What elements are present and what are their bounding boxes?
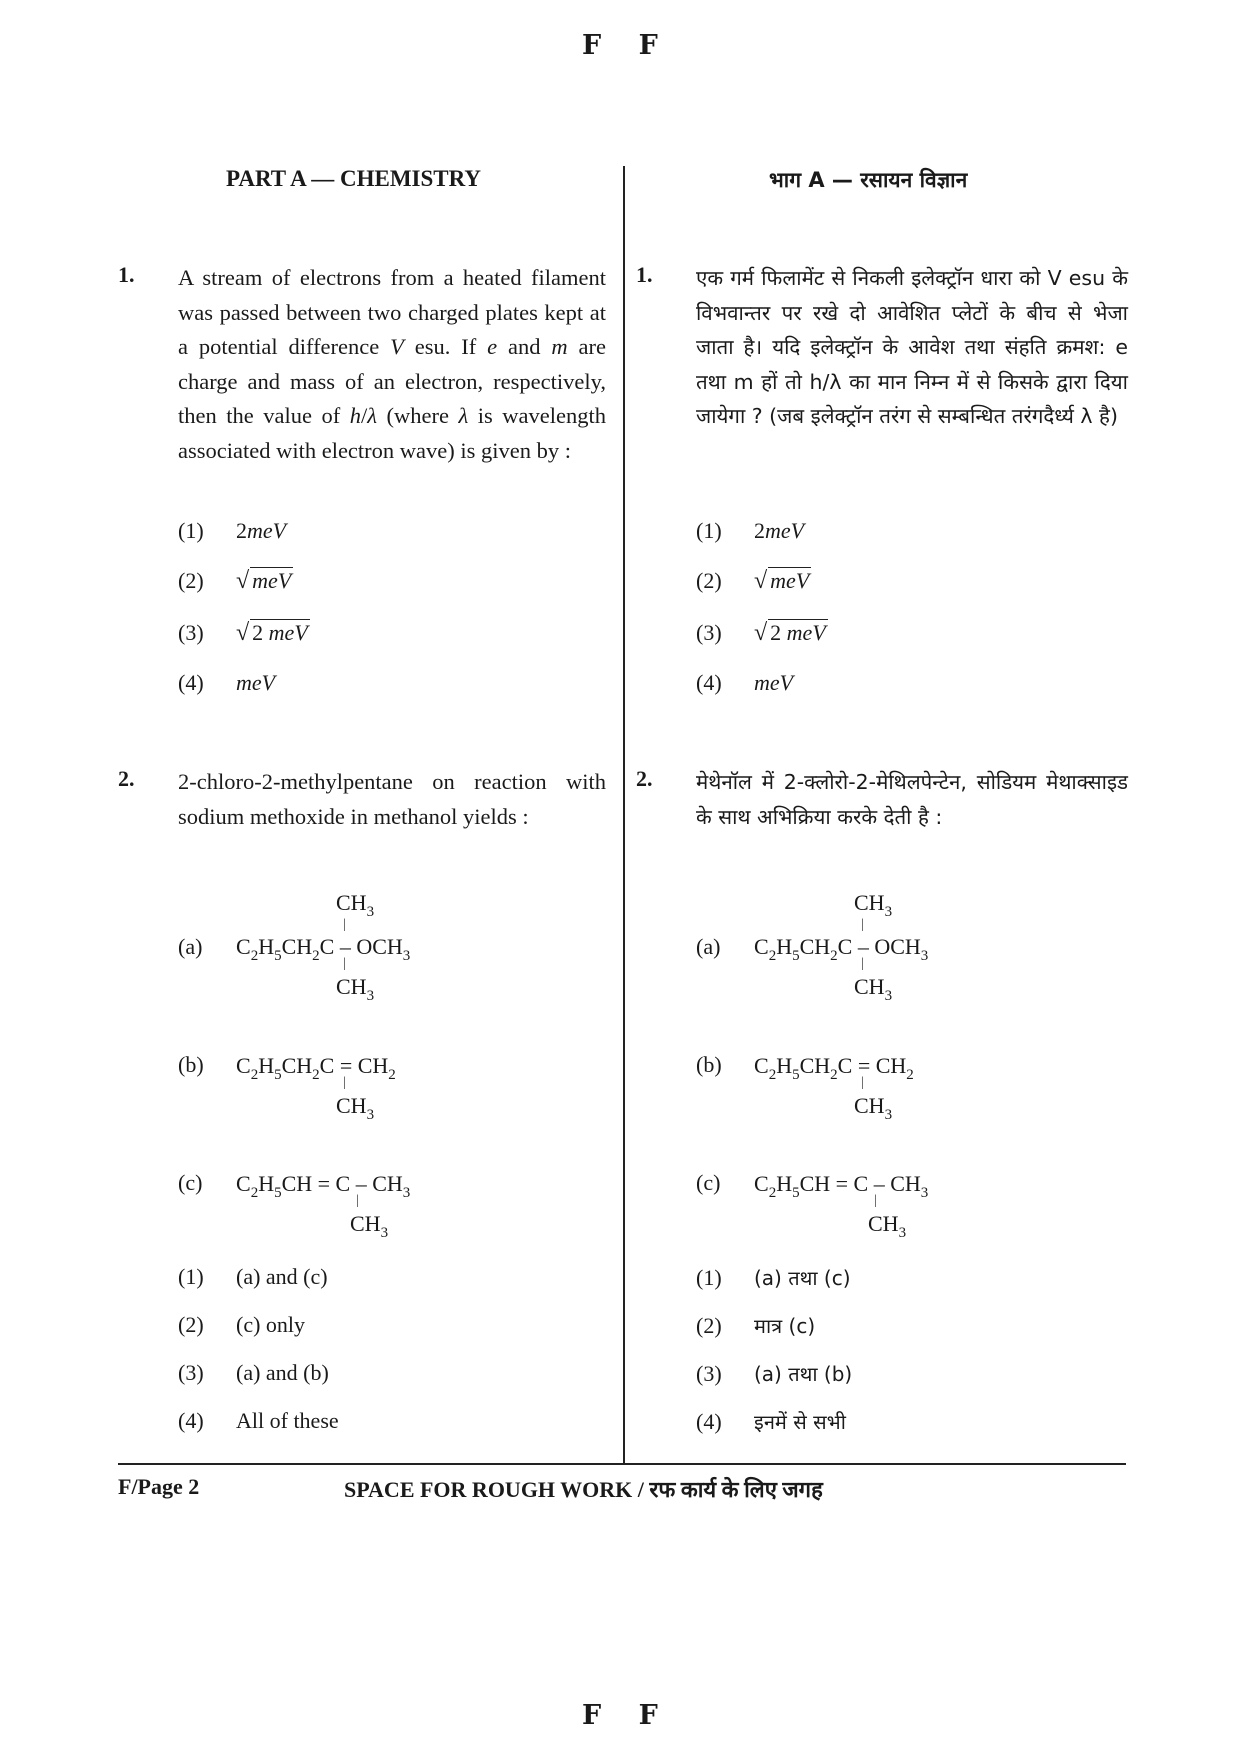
question-1-number-hi: 1. (636, 262, 653, 287)
q2-option-1-en[interactable] (178, 1264, 328, 1290)
q1-option-3-hi[interactable] (696, 620, 828, 647)
q1-option-3-num: (3) (178, 620, 204, 645)
part-a-heading-english: PART A — CHEMISTRY (226, 166, 482, 191)
q1-option-2-en[interactable] (178, 568, 293, 595)
structure-c-bottom-ch3-hi: $CH_3$ (868, 1211, 907, 1241)
q1-option-4-value: meV (236, 670, 276, 695)
q2-option-4-hi[interactable] (696, 1408, 846, 1435)
page-number: F/Page 2 (118, 1474, 200, 1499)
q2-option-1-value: (a) and (c) (236, 1264, 328, 1289)
footer-rule (118, 1463, 1126, 1465)
q1-option-1-en[interactable] (178, 518, 286, 544)
bond-line: | (343, 1075, 346, 1090)
structure-a-bottom-ch3: $CH_3$ (336, 974, 375, 1004)
q2-option-2-num: (2) (178, 1312, 204, 1337)
q2-option-3-value: (a) and (b) (236, 1360, 329, 1385)
q2-option-3-num-hi: (3) (696, 1361, 722, 1386)
question-2-number-en: 2. (118, 766, 135, 791)
bond-line: | (861, 917, 864, 932)
q1-option-2-num-hi: (2) (696, 568, 722, 593)
q1-option-4-value-hi: meV (754, 670, 794, 695)
q2-option-1-num: (1) (178, 1264, 204, 1289)
structure-c-label-en: (c) (178, 1170, 203, 1195)
question-2-text-en: 2-chloro-2-methylpentane on reaction with sodium methoxide in methanol yields : (178, 769, 606, 829)
structure-b-bottom-ch3-hi: $CH_3$ (854, 1093, 893, 1123)
q2-option-1-hi[interactable] (696, 1264, 851, 1291)
sqrt-symbol: √ (754, 568, 768, 594)
q2-option-4-value: All of these (236, 1408, 339, 1433)
structure-b-bottom-ch3: $CH_3$ (336, 1093, 375, 1123)
q1-option-3-value: 2 meV (252, 620, 308, 645)
bond-line: | (861, 1075, 864, 1090)
question-2-text-hi: मेथेनॉल में 2-क्लोरो-2-मेथिलपेन्टेन, सोडियम मेथाक्साइड के साथ अभिक्रिया करके देती है : (696, 770, 1128, 829)
q2-option-2-value-hi: मात्र (c) (754, 1314, 816, 1338)
structure-a-top-ch3: $CH_3$ (336, 890, 375, 920)
q1-option-4-hi[interactable] (696, 670, 793, 696)
q1-option-1-num: (1) (178, 518, 204, 543)
q2-option-4-num: (4) (178, 1408, 204, 1433)
q2-option-4-en[interactable] (178, 1408, 339, 1434)
q1-option-2-value: meV (252, 568, 292, 593)
structure-c-formula-hi: $C_2H_5CH = C - CH_3$ (754, 1171, 929, 1201)
structure-a-formula-hi: $C_2H_5CH_2C - OCH_3$ (754, 934, 929, 964)
q2-option-1-value-hi: (a) तथा (c) (754, 1266, 851, 1290)
header-set-mark: F F (582, 30, 672, 61)
rough-work-label: SPACE FOR ROUGH WORK / रफ कार्य के लिए जगह (344, 1477, 823, 1502)
q2-option-4-value-hi: इनमें से सभी (754, 1410, 846, 1434)
structure-c-formula-en: $C_2H_5CH = C - CH_3$ (236, 1171, 411, 1201)
q1-option-2-hi[interactable] (696, 568, 811, 595)
structure-a-label-hi: (a) (696, 934, 721, 959)
q1-option-1-hi[interactable] (696, 518, 804, 544)
q1-option-2-num: (2) (178, 568, 204, 593)
structure-a-formula-en: $C_2H_5CH_2C - OCH_3$ (236, 934, 411, 964)
bond-line: | (343, 917, 346, 932)
q1-option-3-num-hi: (3) (696, 620, 722, 645)
q2-option-3-hi[interactable] (696, 1360, 852, 1387)
part-a-heading-hindi: भाग A — रसायन विज्ञान (769, 168, 968, 192)
q2-option-2-value: (c) only (236, 1312, 306, 1337)
bond-line: | (861, 956, 864, 971)
structure-c-bottom-ch3: $CH_3$ (350, 1211, 389, 1241)
column-divider (623, 166, 625, 1463)
sqrt-symbol: √ (754, 620, 768, 646)
q2-option-2-num-hi: (2) (696, 1313, 722, 1338)
sqrt-symbol: √ (236, 620, 250, 646)
q1-option-4-num-hi: (4) (696, 670, 722, 695)
question-1-text-hi: एक गर्म फिलामेंट से निकली इलेक्ट्रॉन धारा को V esu के विभवान्तर पर रखे दो आवेशित प्लेटों के बीच से भेजा जाता है। यदि इलेक्ट्रॉन के आवेश तथा संहति क्रमश: e तथा m हों तो h/λ का मान निम्न में से किसके द्वारा दिया जायेगा ? (जब इलेक्ट्रॉन तरंग से सम्बन्धित तरंगदैर्ध्य λ है) (696, 266, 1128, 428)
bond-line: | (874, 1193, 877, 1208)
bond-line: | (343, 956, 346, 971)
structure-b-label-hi: (b) (696, 1052, 722, 1077)
structure-a-bottom-ch3-hi: $CH_3$ (854, 974, 893, 1004)
q2-option-3-value-hi: (a) तथा (b) (754, 1362, 853, 1386)
q2-option-1-num-hi: (1) (696, 1265, 722, 1290)
q1-option-1-value: 2meV (236, 518, 287, 543)
sqrt-symbol: √ (236, 568, 250, 594)
q1-option-1-num-hi: (1) (696, 518, 722, 543)
question-1-text-en: A stream of electrons from a heated filament was passed between two charged plates kept at a potential difference V esu. If e and m are charge and mass of an electron, respectively, then the value of h/λ (where λ is wavelength associated with electron wave) is given by : (178, 265, 607, 463)
structure-b-formula-en: $C_2H_5CH_2C = CH_2$ (236, 1053, 396, 1083)
q2-option-2-en[interactable] (178, 1312, 305, 1338)
q1-option-4-num: (4) (178, 670, 204, 695)
q2-option-2-hi[interactable] (696, 1312, 815, 1339)
structure-b-formula-hi: $C_2H_5CH_2C = CH_2$ (754, 1053, 914, 1083)
structure-a-top-ch3-hi: $CH_3$ (854, 890, 893, 920)
q2-option-4-num-hi: (4) (696, 1409, 722, 1434)
q1-option-3-en[interactable] (178, 620, 310, 647)
structure-c-label-hi: (c) (696, 1170, 721, 1195)
q1-option-2-value-hi: meV (770, 568, 810, 593)
question-2-number-hi: 2. (636, 766, 653, 791)
footer-set-mark: F F (582, 1700, 672, 1731)
structure-b-label-en: (b) (178, 1052, 204, 1077)
bond-line: | (356, 1193, 359, 1208)
q2-option-3-num: (3) (178, 1360, 204, 1385)
q1-option-3-value-hi: 2 meV (770, 620, 826, 645)
question-1-number-en: 1. (118, 262, 135, 287)
q1-option-1-value-hi: 2meV (754, 518, 805, 543)
q2-option-3-en[interactable] (178, 1360, 329, 1386)
q1-option-4-en[interactable] (178, 670, 275, 696)
structure-a-label-en: (a) (178, 934, 203, 959)
